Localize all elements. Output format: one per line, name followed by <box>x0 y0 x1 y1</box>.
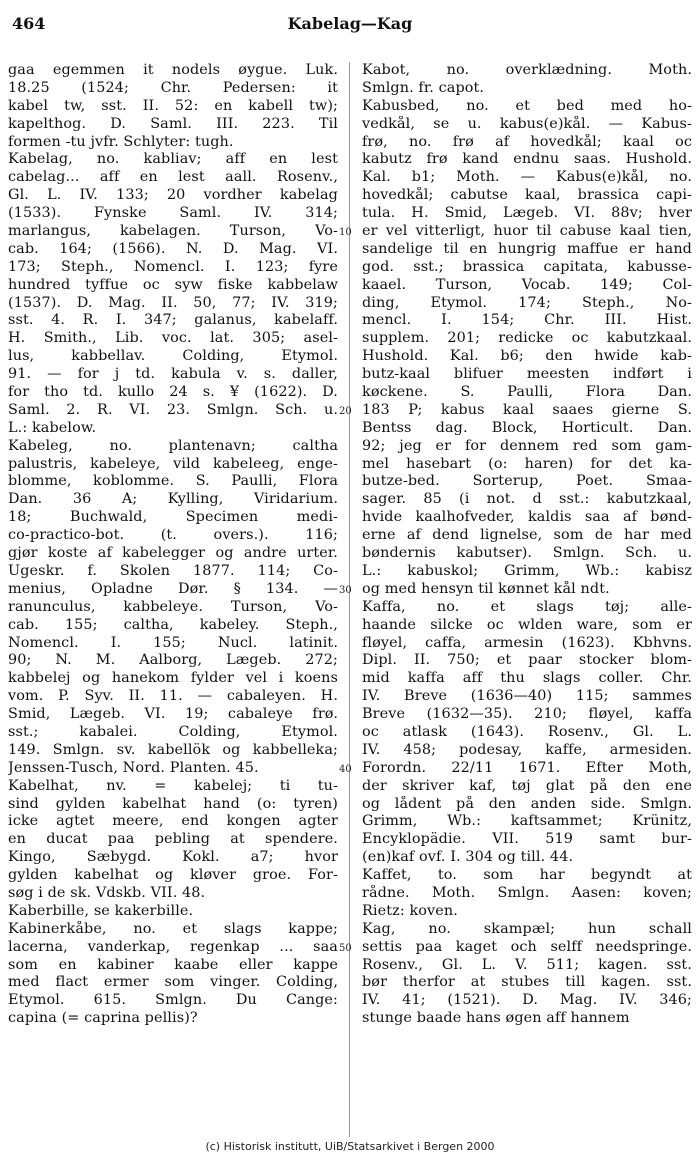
text-line: mencl. I. 154; Chr. III. Hist. <box>362 312 692 329</box>
text-line: gjør koste af kabelegger og andre urter. <box>8 545 338 562</box>
text-line: 183 P; kabus kaal saaes gierne S. <box>362 401 692 418</box>
page-number: 464 <box>12 14 46 33</box>
text-line: Kabusbed, no. et bed med ho- <box>362 97 692 114</box>
text-line: Kaffet, to. som har begyndt at <box>362 867 692 884</box>
text-line: Breve (1632—35). 210; fløyel, kaffa <box>362 706 692 723</box>
text-line: bøndernis kabutser). Smlgn. Sch. u. <box>362 545 692 562</box>
text-line: 173; Steph., Nomencl. I. 123; fyre <box>8 258 338 275</box>
text-line: Forordn. 22/11 1671. Efter Moth, <box>362 759 692 776</box>
text-line: der skriver kaf, tøj glat på den ene <box>362 777 692 794</box>
text-line: lus, kabbellav. Colding, Etymol. <box>8 348 338 365</box>
text-line: er vel vitterligt, huor til cabuse kaal tien, <box>362 223 692 240</box>
text-line: frø, no. frø af hovedkål; kaal oc <box>362 133 692 150</box>
text-line: Rosenv., Gl. L. V. 511; kagen. sst. <box>362 956 692 973</box>
text-line: god. sst.; brassica capitata, kabusse- <box>362 258 692 275</box>
text-line: vom. P. Syv. II. 11. — cabaleyen. H. <box>8 688 338 705</box>
text-line: L.: kabelow. <box>8 419 97 436</box>
text-line: (1537). D. Mag. II. 50, 77; IV. 319; <box>8 294 338 311</box>
text-line: Encyklopädie. VII. 519 samt bur- <box>362 831 692 848</box>
text-line: capina (= caprina pellis)? <box>8 1010 198 1027</box>
text-line: en ducat paa pebling at spendere. <box>8 831 338 848</box>
text-line: ranunculus, kabbeleye. Turson, Vo- <box>8 598 338 615</box>
text-line: mel hasebart (o: haren) for det ka- <box>362 455 692 472</box>
text-line: ding, Etymol. 174; Steph., No- <box>362 294 692 311</box>
text-line: Kabelhat, nv. = kabelej; ti tu- <box>8 777 338 794</box>
text-line: som en kabiner kaabe eller kappe <box>8 956 338 973</box>
text-line: L.: kabuskol; Grimm, Wb.: kabisz <box>362 562 692 579</box>
text-line: sager. 85 (i not. d sst.: kabutzkaal, <box>362 491 692 508</box>
text-line: blomme, koblomme. S. Paulli, Flora <box>8 473 338 490</box>
text-line: Smid, Lægeb. VI. 19; cabaleye frø. <box>8 706 338 723</box>
copyright-footer: (c) Historisk institutt, UiB/Statsarkivet i Bergen 2000 <box>205 1140 495 1153</box>
line-number: 50 <box>339 943 352 955</box>
line-number: 10 <box>339 227 352 239</box>
text-line: gylden kabelhat og kløver groe. For- <box>8 867 338 884</box>
text-line: bør therfor at stubes till kagen. sst. <box>362 974 692 991</box>
text-line: Kaffa, no. et slags tøj; alle- <box>362 598 692 615</box>
text-line: cab. 155; caltha, kabeley. Steph., <box>8 616 338 633</box>
text-line: Gl. L. IV. 133; 20 vordher kabelag <box>8 187 338 204</box>
text-line: cabelag... aff en lest aall. Rosenv., <box>8 169 338 186</box>
text-line: mid kaffa aff thu slags coller. Chr. <box>362 670 692 687</box>
text-line: 92; jeg er for dennem red som gam- <box>362 437 692 454</box>
text-line: kabel tw, sst. II. 52: en kabell tw); <box>8 97 338 114</box>
text-line: haande silcke oc wlden ware, som er <box>362 616 692 633</box>
text-line: køckene. S. Paulli, Flora Dan. <box>362 384 692 401</box>
text-line: Saml. 2. R. VI. 23. Smlgn. Sch. u. <box>8 401 338 418</box>
text-line: rådne. Moth. Smlgn. Aasen: koven; <box>362 884 692 901</box>
text-line: erne af dend lignelse, som de har med <box>362 527 692 544</box>
text-line: Kag, no. skampæl; hun schall <box>362 920 692 937</box>
text-line: cab. 164; (1566). N. D. Mag. VI. <box>8 240 338 257</box>
text-line: Bentss dag. Block, Horticult. Dan. <box>362 419 692 436</box>
text-line: Kabelag, no. kabliav; aff en lest <box>8 151 338 168</box>
text-line: Kabot, no. overklædning. Moth. <box>362 62 692 78</box>
text-line: med flact ermer som vinger. Colding, <box>8 974 338 991</box>
text-line: settis paa kaget och selff needspringe. <box>362 938 692 955</box>
text-line: Hushold. Kal. b6; den hwide kab- <box>362 348 692 365</box>
text-line: butz-kaal blifuer meesten indført i <box>362 366 692 383</box>
text-line: co-practico-bot. (t. overs.). 116; <box>8 527 338 544</box>
text-line: Kingo, Sæbygd. Kokl. a7; hvor <box>8 849 338 866</box>
text-line: for tho td. kullo 24 s. ¥ (1622). D. <box>8 384 338 401</box>
page-header <box>8 8 692 36</box>
line-number: 20 <box>339 406 352 418</box>
text-line: Kal. b1; Moth. — Kabus(e)kål, no. <box>362 169 692 186</box>
text-line: kapelthog. D. Saml. III. 223. Til <box>8 115 338 132</box>
right-column <box>362 62 692 1028</box>
text-line: marlangus, kabelagen. Turson, Vo- <box>8 223 338 240</box>
line-number: 30 <box>339 585 352 597</box>
text-line: sind gylden kabelhat hand (o: tyren) <box>8 795 338 812</box>
text-line: og med hensyn til kønnet kål ndt. <box>362 580 610 597</box>
text-line: kabutz frø kand endnu saas. Hushold. <box>362 151 692 168</box>
text-line: hundred tyffue oc syw fiske kabbelaw <box>8 276 338 293</box>
text-line: butze-bed. Sorterup, Poet. Smaa- <box>362 473 692 490</box>
text-line: hvide kaalhofveder, kaldis saa af bønd- <box>362 509 692 526</box>
text-line: lacerna, vanderkap, regenkap ... saa <box>8 938 338 955</box>
text-line: fløyel, caffa, armesin (1623). Kbhvns. <box>362 634 692 651</box>
text-line: og lådent på den anden side. Smlgn. <box>362 795 692 812</box>
text-line: 90; N. M. Aalborg, Lægeb. 272; <box>8 652 338 669</box>
text-line: Kabinerkåbe, no. et slags kappe; <box>8 920 338 937</box>
text-line: oc atlask (1643). Rosenv., Gl. L. <box>362 723 692 740</box>
text-line: sandelige til en hungrig maffue er hand <box>362 240 692 257</box>
text-line: Kaberbille, se kakerbille. <box>8 902 194 919</box>
text-line: supplem. 201; redicke oc kabutzkaal. <box>362 330 692 347</box>
line-number: 40 <box>339 764 352 776</box>
text-line: Jenssen-Tusch, Nord. Planten. 45. <box>8 759 259 776</box>
text-line: icke agtet meere, end kongen agter <box>8 813 338 830</box>
text-line: tula. H. Smid, Lægeb. VI. 88v; hver <box>362 205 692 222</box>
text-line: Smlgn. fr. capot. <box>362 79 485 96</box>
running-title: Kabelag—Kag <box>287 14 413 33</box>
left-column <box>8 62 338 1028</box>
text-line: Dan. 36 A; Kylling, Viridarium. <box>8 491 338 508</box>
text-line: 18; Buchwald, Specimen medi- <box>8 509 338 526</box>
text-line: H. Smith., Lib. voc. lat. 305; asel- <box>8 330 338 347</box>
text-line: kaael. Turson, Vocab. 149; Col- <box>362 276 692 293</box>
text-line: sst. 4. R. I. 347; galanus, kabelaff. <box>8 312 338 329</box>
text-line: Dipl. II. 750; et paar stocker blom- <box>362 652 692 669</box>
text-line: 91. — for j td. kabula v. s. daller, <box>8 366 338 383</box>
text-line: vedkål, se u. kabus(e)kål. — Kabus- <box>362 115 692 132</box>
text-line: Nomencl. I. 155; Nucl. latinit. <box>8 634 338 651</box>
text-line: IV. 458; podesay, kaffe, armesiden. <box>362 741 692 758</box>
text-line: IV. Breve (1636—40) 115; sammes <box>362 688 692 705</box>
text-line: menius, Opladne Dør. § 134. — <box>8 580 338 597</box>
text-line: stunge baade hans øgen aff hannem <box>362 1010 630 1027</box>
text-line: 18.25 (1524; Chr. Pedersen: it <box>8 79 338 96</box>
text-line: Etymol. 615. Smlgn. Du Cange: <box>8 992 338 1009</box>
text-line: Kabeleg, no. plantenavn; caltha <box>8 437 338 454</box>
text-line: kabbelej og hanekom fylder vel i koens <box>8 670 338 687</box>
text-line: Ugeskr. f. Skolen 1877. 114; Co- <box>8 562 338 579</box>
text-line: IV. 41; (1521). D. Mag. IV. 346; <box>362 992 692 1009</box>
text-line: formen -tu jvfr. Schlyter: tugh. <box>8 133 234 150</box>
column-divider <box>349 62 350 1137</box>
text-line: Rietz: koven. <box>362 902 458 919</box>
text-line: (en)kaf ovf. I. 304 og till. 44. <box>362 849 574 866</box>
text-line: søg i de sk. Vdskb. VII. 48. <box>8 884 206 901</box>
text-line: (1533). Fynske Saml. IV. 314; <box>8 205 338 222</box>
text-line: sst.; kabalei. Colding, Etymol. <box>8 723 338 740</box>
text-line: 149. Smlgn. sv. kabellök og kabbelleka; <box>8 741 338 758</box>
text-line: gaa egemmen it nodels øygue. Luk. <box>8 62 338 78</box>
text-line: hovedkål; cabutse kaal, brassica capi- <box>362 187 692 204</box>
text-line: Grimm, Wb.: kaftsammet; Krünitz, <box>362 813 692 830</box>
text-line: palustris, kabeleye, vild kabeleeg, enge- <box>8 455 338 472</box>
